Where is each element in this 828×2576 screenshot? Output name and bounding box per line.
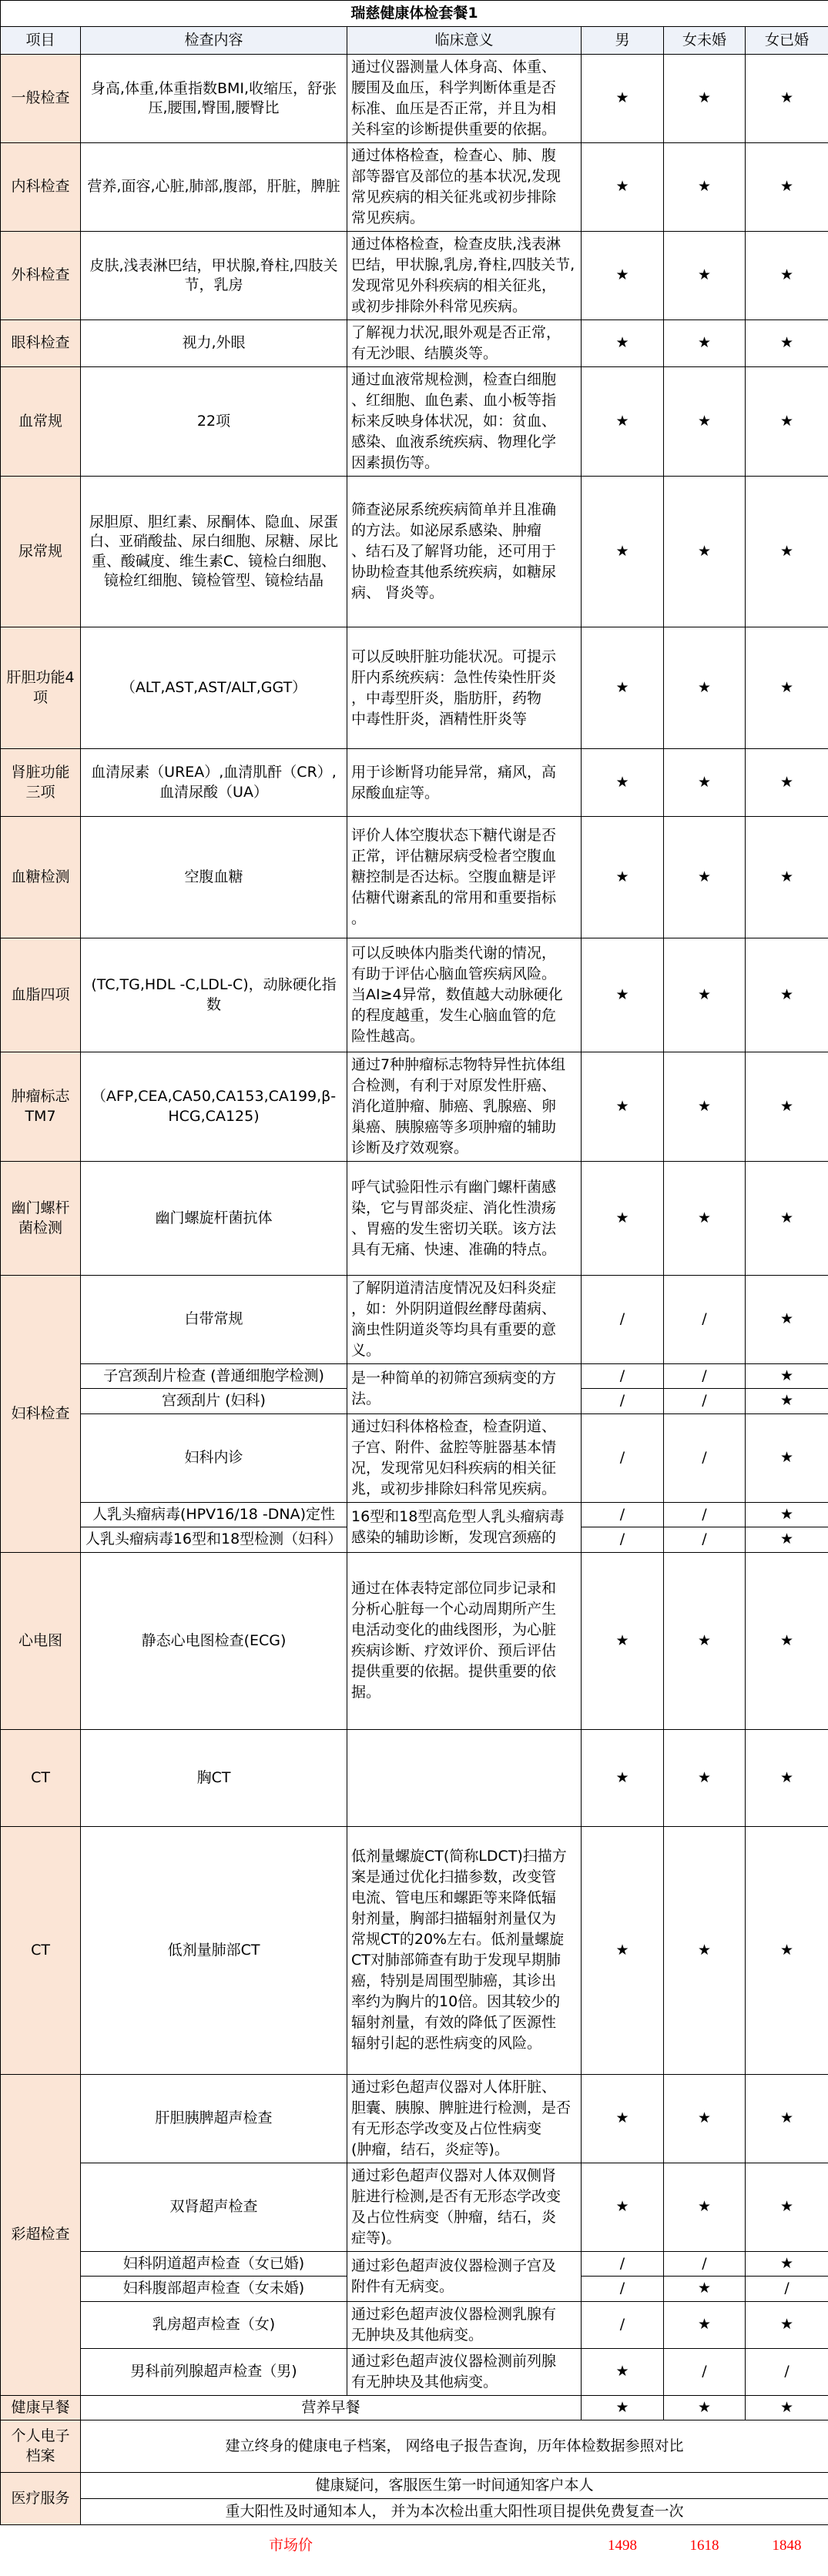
mark-female-unmarried: / xyxy=(664,1389,746,1413)
clinical-meaning xyxy=(347,477,582,627)
mark-female-married: / xyxy=(746,2277,828,2301)
check-content: 妇科内诊 xyxy=(81,1413,347,1502)
mark-male: ★ xyxy=(582,2348,664,2395)
mark-male: ★ xyxy=(582,477,664,627)
clinical-meaning xyxy=(347,1276,582,1364)
mark-male: ★ xyxy=(582,627,664,749)
mark-male: ★ xyxy=(582,1552,664,1729)
check-content: 22项 xyxy=(81,367,347,477)
check-content: （ALT,AST,AST/ALT,GGT） xyxy=(81,627,347,749)
category-cell: 血常规 xyxy=(1,367,81,477)
clinical-meaning-text: 感染的辅助诊断，发现宫颈癌的 xyxy=(351,1528,557,1546)
mark-female-married: ★ xyxy=(746,232,828,320)
check-content: 皮肤,浅表淋巴结，甲状腺,脊柱,四肢关节，乳房 xyxy=(81,232,347,320)
check-content: 子宫颈刮片检查 (普通细胞学检测) xyxy=(81,1364,347,1389)
mark-female-married: ★ xyxy=(746,1502,828,1527)
check-content: 视力,外眼 xyxy=(81,320,347,367)
clinical-meaning xyxy=(347,1052,582,1162)
check-content: 胸CT xyxy=(81,1729,347,1826)
table-row xyxy=(1,1729,828,1826)
check-content: （AFP,CEA,CA50,CA153,CA199,β-HCG,CA125) xyxy=(81,1052,347,1162)
check-content: 静态心电图检查(ECG) xyxy=(81,1552,347,1729)
price-female-unmarried: 1618 xyxy=(689,2538,719,2554)
mark-female-unmarried: / xyxy=(664,1276,746,1364)
mark-female-married: ★ xyxy=(746,2074,828,2163)
mark-female-married: ★ xyxy=(746,2251,828,2276)
category-cell: 彩超检查 xyxy=(1,2074,81,2395)
mark-female-married: ★ xyxy=(746,1389,828,1413)
mark-female-unmarried: ★ xyxy=(664,627,746,749)
mark-female-married: ★ xyxy=(746,749,828,817)
table-row xyxy=(1,1364,828,1389)
table-row xyxy=(1,143,828,232)
table-row xyxy=(1,367,828,477)
header-row xyxy=(1,27,828,55)
category-cell: 一般检查 xyxy=(1,55,81,143)
mark-female-unmarried: ★ xyxy=(664,2277,746,2301)
mark-female-unmarried: / xyxy=(664,1364,746,1389)
mark-male: ★ xyxy=(582,938,664,1052)
mark-male: / xyxy=(582,2251,664,2276)
mark-female-unmarried: ★ xyxy=(664,749,746,817)
price-row xyxy=(1,2525,828,2567)
clinical-meaning xyxy=(347,232,582,320)
mark-male: ★ xyxy=(582,1826,664,2074)
mark-male: ★ xyxy=(582,367,664,477)
clinical-meaning xyxy=(347,1162,582,1276)
table-row xyxy=(1,817,828,938)
clinical-meaning xyxy=(347,1502,582,1552)
service-text-1: 健康疑问，客服医生第一时间通知客户本人 xyxy=(81,2473,828,2499)
check-content: 宫颈刮片 (妇科) xyxy=(81,1389,347,1413)
table-row xyxy=(1,55,828,143)
mark-male: / xyxy=(582,2301,664,2348)
mark-female-unmarried: / xyxy=(664,1527,746,1552)
mark-female-married: ★ xyxy=(746,143,828,232)
clinical-meaning-text: 通过体格检查，检查心、肺、腹 部等器官及部位的基本状况,发现 常见疾病的相关征兆或初步排除 常见疾病。 xyxy=(351,147,561,226)
mark-male: ★ xyxy=(582,2395,664,2420)
header-female-married: 女已婚 xyxy=(746,27,828,55)
mark-male: / xyxy=(582,1502,664,1527)
mark-female-married: ★ xyxy=(746,477,828,627)
mark-female-unmarried: / xyxy=(664,2348,746,2395)
clinical-meaning-text: 通过妇科体格检查，检查阴道、 子宫、附件、盆腔等脏器基本情 况，发现常见妇科疾病的相关征 兆，或初步排除妇科常见疾病。 xyxy=(351,1417,557,1497)
clinical-meaning-text: 通过在体表特定部位同步记录和 分析心脏每一个心动周期所产生 电活动变化的曲线图形，为心脏 疾病诊断、疗效评价、预后评估 提供重要的依据。提供重要的依 据。 xyxy=(351,1580,557,1701)
mark-female-unmarried: ★ xyxy=(664,143,746,232)
table-row xyxy=(1,1162,828,1276)
table-row xyxy=(1,2301,828,2348)
mark-female-married: ★ xyxy=(746,627,828,749)
check-content: 人乳头瘤病毒(HPV16/18 -DNA)定性 xyxy=(81,1502,347,1527)
mark-female-unmarried: ★ xyxy=(664,320,746,367)
mark-female-unmarried: ★ xyxy=(664,2163,746,2251)
table-row-service-2 xyxy=(1,2499,828,2525)
table-row xyxy=(1,320,828,367)
check-content: 尿胆原、胆红素、尿酮体、隐血、尿蛋白、亚硝酸盐、尿白细胞、尿糖、尿比重、酸碱度、维生素C、镜检白细胞、镜检红细胞、镜检管型、镜检结晶 xyxy=(81,477,347,627)
table-row xyxy=(1,477,828,627)
check-content: (TC,TG,HDL -C,LDL-C)，动脉硬化指数 xyxy=(81,938,347,1052)
clinical-meaning-text: 是一种简单的初筛宫颈病变的方 xyxy=(351,1369,557,1387)
check-content: 身高,体重,体重指数BMI,收缩压，舒张压,腰围,臀围,腰臀比 xyxy=(81,55,347,143)
category-cell: 眼科检查 xyxy=(1,320,81,367)
clinical-meaning-text: 了解阴道清洁度情况及妇科炎症 ，如：外阴阴道假丝酵母菌病、 滴虫性阴道炎等均具有重要的意 义。 xyxy=(351,1280,557,1359)
clinical-meaning-text: 低剂量螺旋CT(简称LDCT)扫描方 案是通过优化扫描参数，改变管 电流、管电压和螺距等来降低辐 射剂量，胸部扫描辐射剂量仅为 常规CT的20%左右。低剂量螺旋 CT对肺部筛查有助于发现早期肺 癌，特别是周围型肺癌，其诊出 率约为胸片的10倍。因其较少的 辐射剂量，有效的降低了医源性 辐射引起的恶性病变的风险。 xyxy=(351,1848,567,2052)
mark-female-married: / xyxy=(746,2348,828,2395)
mark-female-unmarried: ★ xyxy=(664,938,746,1052)
mark-female-unmarried: ★ xyxy=(664,1162,746,1276)
table-row xyxy=(1,1826,828,2074)
clinical-meaning xyxy=(347,55,582,143)
mark-male: ★ xyxy=(582,2074,664,2163)
mark-female-married: ★ xyxy=(746,55,828,143)
clinical-meaning-text: 16型和18型高危型人乳头瘤病毒 xyxy=(351,1507,565,1525)
table-row xyxy=(1,938,828,1052)
category-breakfast: 健康早餐 xyxy=(1,2395,81,2420)
category-cell: 肾脏功能三项 xyxy=(1,749,81,817)
category-cell: 肿瘤标志TM7 xyxy=(1,1052,81,1162)
category-cell: 外科检查 xyxy=(1,232,81,320)
mark-female-married: ★ xyxy=(746,1826,828,2074)
category-cell: 肝胆功能4项 xyxy=(1,627,81,749)
mark-male: / xyxy=(582,2277,664,2301)
mark-female-unmarried: ★ xyxy=(664,477,746,627)
clinical-meaning xyxy=(347,749,582,817)
header-meaning: 临床意义 xyxy=(347,27,582,55)
table-row xyxy=(1,2163,828,2251)
mark-male: ★ xyxy=(582,749,664,817)
category-cell: 血脂四项 xyxy=(1,938,81,1052)
clinical-meaning-text: 通过7种肿瘤标志物特异性抗体组 合检测，有利于对原发性肝癌、 消化道肿瘤、肺癌、乳腺癌、卵 巢癌、胰腺癌等多项肿瘤的辅助 诊断及疗效观察。 xyxy=(351,1056,566,1156)
table-row xyxy=(1,1276,828,1364)
clinical-meaning-text: 通过体格检查，检查皮肤,浅表淋 巴结，甲状腺,乳房,脊柱,四肢关节, 发现常见外科疾病的相关征兆， 或初步排除外科常见疾病。 xyxy=(351,236,575,315)
clinical-meaning xyxy=(347,1826,582,2074)
check-content: 低剂量肺部CT xyxy=(81,1826,347,2074)
check-content: 乳房超声检查（女) xyxy=(81,2301,347,2348)
header-content: 检查内容 xyxy=(81,27,347,55)
mark-female-married: ★ xyxy=(746,1527,828,1552)
table-row xyxy=(1,232,828,320)
category-cell: 妇科检查 xyxy=(1,1276,81,1553)
check-content: 肝胆胰脾超声检查 xyxy=(81,2074,347,2163)
header-male: 男 xyxy=(582,27,664,55)
clinical-meaning xyxy=(347,627,582,749)
page-title: 瑞慈健康体检套餐1 xyxy=(1,1,828,27)
category-cell: 幽门螺杆菌检测 xyxy=(1,1162,81,1276)
clinical-meaning xyxy=(347,1729,582,1826)
clinical-meaning xyxy=(347,938,582,1052)
category-cell: 心电图 xyxy=(1,1552,81,1729)
clinical-meaning-text: 通过彩色超声波仪器检测前列腺 有无肿块及其他病变。 xyxy=(351,2352,557,2390)
mark-male: ★ xyxy=(582,1052,664,1162)
clinical-meaning xyxy=(347,143,582,232)
mark-female-married: ★ xyxy=(746,817,828,938)
mark-female-unmarried: ★ xyxy=(664,55,746,143)
mark-male: / xyxy=(582,1364,664,1389)
clinical-meaning-text: 评价人体空腹状态下糖代谢是否 正常，评估糖尿病受检者空腹血 糖控制是否达标。空腹血糖是评 估糖代谢紊乱的常用和重要指标 。 xyxy=(351,827,557,927)
mark-male: ★ xyxy=(582,320,664,367)
table-row-record xyxy=(1,2420,828,2473)
table-row xyxy=(1,2348,828,2395)
clinical-meaning xyxy=(347,2348,582,2395)
mark-female-unmarried: ★ xyxy=(664,817,746,938)
mark-male: / xyxy=(582,1527,664,1552)
clinical-meaning xyxy=(347,2163,582,2251)
mark-female-married: ★ xyxy=(746,1162,828,1276)
mark-male: ★ xyxy=(582,143,664,232)
clinical-meaning-text: 了解视力状况,眼外观是否正常， 有无沙眼、结膜炎等。 xyxy=(351,324,561,362)
clinical-meaning-text: 法。 xyxy=(351,1390,381,1407)
check-content: 幽门螺旋杆菌抗体 xyxy=(81,1162,347,1276)
mark-female-unmarried: / xyxy=(664,1413,746,1502)
clinical-meaning xyxy=(347,367,582,477)
price-label: 市场价 xyxy=(268,2538,313,2554)
mark-male: / xyxy=(582,1413,664,1502)
clinical-meaning-text: 可以反映肝脏功能状况。可提示 肝内系统疾病：急性传染性肝炎 ，中毒型肝炎，脂肪肝，药物 中毒性肝炎，酒精性肝炎等 xyxy=(351,647,557,728)
clinical-meaning-text: 可以反映体内脂类代谢的情况， 有助于评估心脑血管疾病风险。 当AI≥4异常，数值越大动脉硬化 的程度越重，发生心脑血管的危 险性越高。 xyxy=(351,945,563,1045)
mark-female-married: ★ xyxy=(746,1276,828,1364)
clinical-meaning-text: 呼气试验阳性示有幽门螺杆菌感 染，它与胃部炎症、消化性溃疡 、胃癌的发生密切关联。该方法 具有无痛、快速、准确的特点。 xyxy=(351,1178,557,1258)
header-item: 项目 xyxy=(1,27,81,55)
clinical-meaning-text: 筛查泌尿系统疾病简单并且准确 的方法。如泌尿系感染、肿瘤 、结石及了解肾功能，还可用于 协助检查其他系统疾病，如糖尿 病、 肾炎等。 xyxy=(351,501,557,601)
table-row xyxy=(1,627,828,749)
category-service: 医疗服务 xyxy=(1,2473,81,2525)
mark-female-unmarried: ★ xyxy=(664,2395,746,2420)
clinical-meaning-text: 通过彩色超声波仪器检测子宫及 xyxy=(351,2257,557,2274)
mark-female-unmarried: ★ xyxy=(664,1729,746,1826)
mark-female-married: ★ xyxy=(746,320,828,367)
check-content: 营养,面容,心脏,肺部,腹部，肝脏，脾脏 xyxy=(81,143,347,232)
mark-female-married: ★ xyxy=(746,1052,828,1162)
clinical-meaning xyxy=(347,1552,582,1729)
mark-male: / xyxy=(582,1276,664,1364)
check-content: 白带常规 xyxy=(81,1276,347,1364)
mark-female-married: ★ xyxy=(746,2301,828,2348)
price-female-married: 1848 xyxy=(772,2538,802,2554)
category-cell: 尿常规 xyxy=(1,477,81,627)
price-male: 1498 xyxy=(608,2538,637,2554)
mark-male: ★ xyxy=(582,232,664,320)
mark-male: / xyxy=(582,1389,664,1413)
check-content: 妇科阴道超声检查（女已婚) xyxy=(81,2251,347,2276)
mark-female-unmarried: ★ xyxy=(664,1826,746,2074)
mark-female-married: ★ xyxy=(746,938,828,1052)
check-content: 双肾超声检查 xyxy=(81,2163,347,2251)
mark-female-married: ★ xyxy=(746,1413,828,1502)
service-text-2: 重大阳性及时通知本人， 并为本次检出重大阳性项目提供免费复查一次 xyxy=(81,2499,828,2525)
mark-female-married: ★ xyxy=(746,2395,828,2420)
clinical-meaning xyxy=(347,2074,582,2163)
clinical-meaning-text: 用于诊断肾功能异常，痛风，高 尿酸血症等。 xyxy=(351,763,557,801)
record-text: 建立终身的健康电子档案， 网络电子报告查询，历年体检数据参照对比 xyxy=(81,2420,828,2473)
check-content: 男科前列腺超声检查（男) xyxy=(81,2348,347,2395)
mark-female-unmarried: / xyxy=(664,1502,746,1527)
clinical-meaning-text: 附件有无病变。 xyxy=(351,2277,454,2295)
table-row-service-1 xyxy=(1,2473,828,2499)
category-cell: CT xyxy=(1,1826,81,2074)
mark-female-married: ★ xyxy=(746,1364,828,1389)
mark-female-unmarried: ★ xyxy=(664,1552,746,1729)
header-female-unmarried: 女未婚 xyxy=(664,27,746,55)
mark-female-married: ★ xyxy=(746,1729,828,1826)
category-record: 个人电子档案 xyxy=(1,2420,81,2473)
clinical-meaning-text: 通过彩色超声仪器对人体双侧肾 脏进行检测,是否有无形态学改变 及占位性病变（肿瘤，结石，炎 症等)。 xyxy=(351,2166,561,2246)
table-row xyxy=(1,749,828,817)
clinical-meaning-text: 通过彩色超声仪器对人体肝脏、 胆囊、胰腺、脾脏进行检测，是否 有无形态学改变及占位性病变 (肿瘤，结石，炎症等)。 xyxy=(351,2078,572,2158)
mark-female-unmarried: ★ xyxy=(664,2301,746,2348)
table-row xyxy=(1,2074,828,2163)
table-row xyxy=(1,1052,828,1162)
mark-male: ★ xyxy=(582,1729,664,1826)
mark-female-unmarried: ★ xyxy=(664,367,746,477)
check-content: 人乳头瘤病毒16型和18型检测（妇科） xyxy=(81,1527,347,1552)
mark-female-unmarried: ★ xyxy=(664,232,746,320)
mark-male: ★ xyxy=(582,1162,664,1276)
check-content: 妇科腹部超声检查（女未婚) xyxy=(81,2277,347,2301)
clinical-meaning-text: 通过彩色超声波仪器检测乳腺有 无肿块及其他病变。 xyxy=(351,2305,557,2343)
mark-female-unmarried: / xyxy=(664,2251,746,2276)
mark-female-married: ★ xyxy=(746,1552,828,1729)
table-row xyxy=(1,2251,828,2276)
clinical-meaning-text: 通过仪器测量人体身高、体重、 腰围及血压，科学判断体重是否 标准、血压是否正常，并且为相 关科室的诊断提供重要的依据。 xyxy=(351,59,557,138)
clinical-meaning xyxy=(347,1413,582,1502)
table-row xyxy=(1,1502,828,1527)
category-cell: CT xyxy=(1,1729,81,1826)
table-row-breakfast xyxy=(1,2395,828,2420)
mark-female-unmarried: ★ xyxy=(664,1052,746,1162)
table-row xyxy=(1,1552,828,1729)
breakfast-content: 营养早餐 xyxy=(81,2395,582,2420)
mark-female-married: ★ xyxy=(746,2163,828,2251)
clinical-meaning xyxy=(347,2251,582,2301)
mark-male: ★ xyxy=(582,2163,664,2251)
mark-male: ★ xyxy=(582,55,664,143)
mark-male: ★ xyxy=(582,817,664,938)
clinical-meaning xyxy=(347,320,582,367)
clinical-meaning xyxy=(347,2301,582,2348)
mark-female-married: ★ xyxy=(746,367,828,477)
table-row xyxy=(1,1413,828,1502)
clinical-meaning xyxy=(347,817,582,938)
check-content: 血清尿素（UREA）,血清肌酐（CR）,血清尿酸（UA） xyxy=(81,749,347,817)
check-content: 空腹血糖 xyxy=(81,817,347,938)
clinical-meaning xyxy=(347,1364,582,1414)
category-cell: 血糖检测 xyxy=(1,817,81,938)
category-cell: 内科检查 xyxy=(1,143,81,232)
clinical-meaning-text: 通过血液常规检测，检查白细胞 、红细胞、血色素、血小板等指 标来反映身体状况，如：贫血、 感染、血液系统疾病、物理化学 因素损伤等。 xyxy=(351,371,557,471)
mark-female-unmarried: ★ xyxy=(664,2074,746,2163)
